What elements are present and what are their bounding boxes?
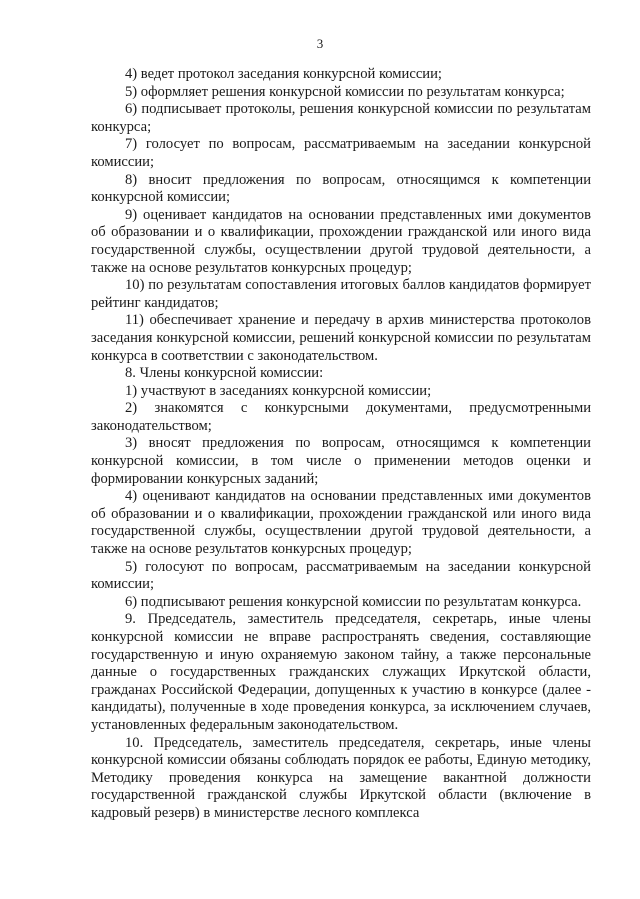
paragraph-item-9: 9) оценивает кандидатов на основании представленных ими документов об образовании и о квалификации, прохождении гражданской или иного вида государственной службы, осуществлении другой трудовой деятельности, а также на основе результатов конкурсных процедур; <box>91 206 591 276</box>
section-heading-members: 8. Члены конкурсной комиссии: <box>125 365 324 382</box>
members-item-3: 3) вносят предложения по вопросам, относящимся к компетенции конкурсной комиссии, в том числе о применении методов оценки и формировании конкурсных заданий; <box>91 435 591 487</box>
paragraph-item-7: 7) голосует по вопросам, рассматриваемым на заседании конкурсной комиссии; <box>91 136 591 170</box>
document-body <box>91 66 591 823</box>
paragraph-item-10: 10) по результатам сопоставления итоговых баллов кандидатов формирует рейтинг кандидатов; <box>91 277 591 311</box>
clause-9-confidentiality: 9. Председатель, заместитель председателя, секретарь, иные члены конкурсной комиссии не вправе распространять сведения, составляющие государственную и иную охраняемую законом тайну, а также персональные данные о государственных гражданских служащих Иркутской области, гражданах Российской Федерации, допущенных к участию в конкурсе (далее - кандидаты), полученные в ходе проведения конкурса, за исключением случаев, установленных федеральным законодательством. <box>91 611 591 733</box>
page-number: 3 <box>316 36 324 51</box>
paragraph-item-8: 8) вносит предложения по вопросам, относящимся к компетенции конкурсной комиссии; <box>91 171 591 206</box>
members-item-4: 4) оценивают кандидатов на основании представленных ими документов об образовании и о квалификации, прохождении гражданской или иного вида государственной службы, осуществлении другой трудовой деятельности, а также на основе результатов конкурсных процедур; <box>91 488 591 558</box>
paragraph-item-4: 4) ведет протокол заседания конкурсной комиссии; <box>125 66 442 82</box>
clause-10-obligations: 10. Председатель, заместитель председателя, секретарь, иные члены конкурсной комиссии обязаны соблюдать порядок ее работы, Единую методику, Методику проведения конкурса на замещение вакантной должности государственной гражданской службы Иркутской области (включение в кадровый резерв) в министерстве лесного комплекса <box>91 734 591 821</box>
members-item-2: 2) знакомятся с конкурсными документами, предусмотренными законодательством; <box>91 400 591 434</box>
paragraph-item-6: 6) подписывает протоколы, решения конкурсной комиссии по результатам конкурса; <box>91 101 591 135</box>
members-item-6: 6) подписывают решения конкурсной комиссии по результатам конкурса. <box>125 593 582 610</box>
members-item-5: 5) голосуют по вопросам, рассматриваемым на заседании конкурсной комиссии; <box>91 558 591 593</box>
paragraph-item-11: 11) обеспечивает хранение и передачу в архив министерства протоколов заседания конкурсной комиссии, решений конкурсной комиссии по результатам конкурса в соответствии с законодательством. <box>91 312 591 364</box>
paragraph-item-5: 5) оформляет решения конкурсной комиссии по результатам конкурса; <box>125 83 565 100</box>
members-item-1: 1) участвуют в заседаниях конкурсной комиссии; <box>125 382 432 399</box>
